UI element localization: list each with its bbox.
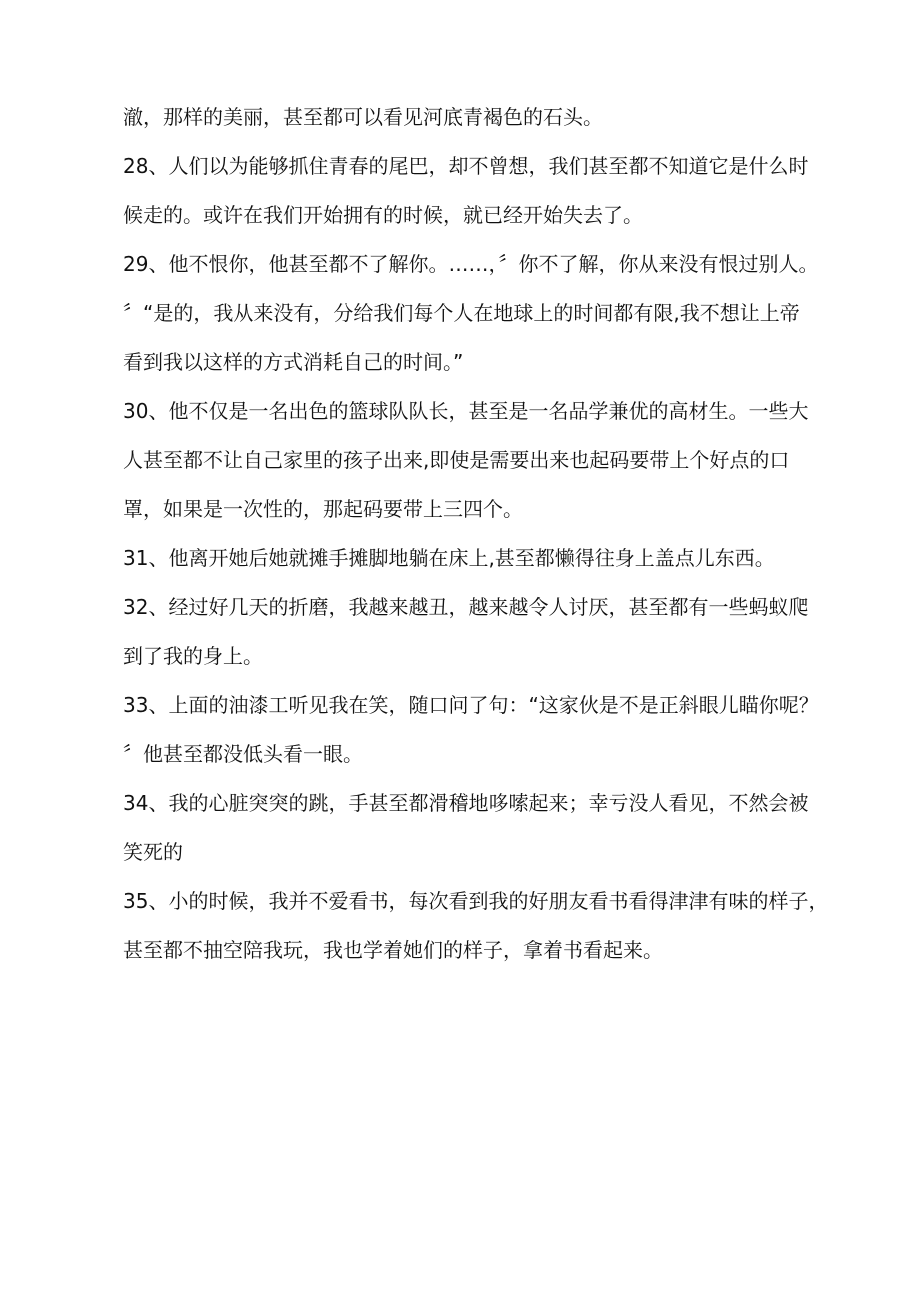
text-line: 甚至都不抽空陪我玩，我也学着她们的样子，拿着书看起来。 (123, 938, 663, 962)
text-line: 35、小的时候，我并不爱看书，每次看到我的好朋友看书看得津津有味的样子， (123, 889, 829, 913)
text-line: 候走的。或许在我们开始拥有的时候，就已经开始失去了。 (123, 203, 643, 227)
text-line: 30、他不仅是一名出色的篮球队队长，甚至是一名品学兼优的高材生。一些大 (123, 399, 809, 423)
text-line: 到了我的身上。 (123, 644, 263, 668)
text-line: 33、上面的油漆工听见我在笑，随口问了句：“这家伙是不是正斜眼儿瞄你呢？ (123, 693, 819, 717)
text-line: 罩，如果是一次性的，那起码要带上三四个。 (123, 497, 523, 521)
paragraph-29 (123, 245, 835, 381)
paragraph-34 (123, 784, 835, 871)
text-line: 29、他不恨你，他甚至都不了解你。……，〞你不了解，你从来没有恨过别人。 (123, 252, 819, 276)
paragraph-30 (123, 392, 835, 528)
text-line: 澈，那样的美丽，甚至都可以看见河底青褐色的石头。 (123, 105, 603, 129)
text-line: 〞他甚至都没低头看一眼。 (123, 742, 363, 766)
paragraph-31 (123, 539, 835, 577)
document-body (123, 98, 835, 980)
text-line: 34、我的心脏突突的跳，手甚至都滑稽地哆嗦起来；幸亏没人看见，不然会被 (123, 791, 809, 815)
paragraph-32 (123, 588, 835, 675)
text-line: 〞“是的，我从来没有，分给我们每个人在地球上的时间都有限,我不想让上帝 (123, 301, 800, 325)
paragraph-35 (123, 882, 835, 969)
text-line: 32、经过好几天的折磨，我越来越丑，越来越令人讨厌，甚至都有一些蚂蚁爬 (123, 595, 809, 619)
text-line: 31、他离开她后她就摊手摊脚地躺在床上,甚至都懒得往身上盖点儿东西。 (123, 546, 775, 570)
text-line: 28、人们以为能够抓住青春的尾巴，却不曾想，我们甚至都不知道它是什么时 (123, 154, 809, 178)
paragraph-33 (123, 686, 835, 773)
text-line: 人甚至都不让自己家里的孩子出来,即使是需要出来也起码要带上个好点的口 (123, 448, 790, 472)
paragraph-continuation (123, 98, 835, 136)
text-line: 笑死的 (123, 840, 183, 864)
text-line: 看到我以这样的方式消耗自己的时间。” (123, 350, 464, 374)
paragraph-28 (123, 147, 835, 234)
